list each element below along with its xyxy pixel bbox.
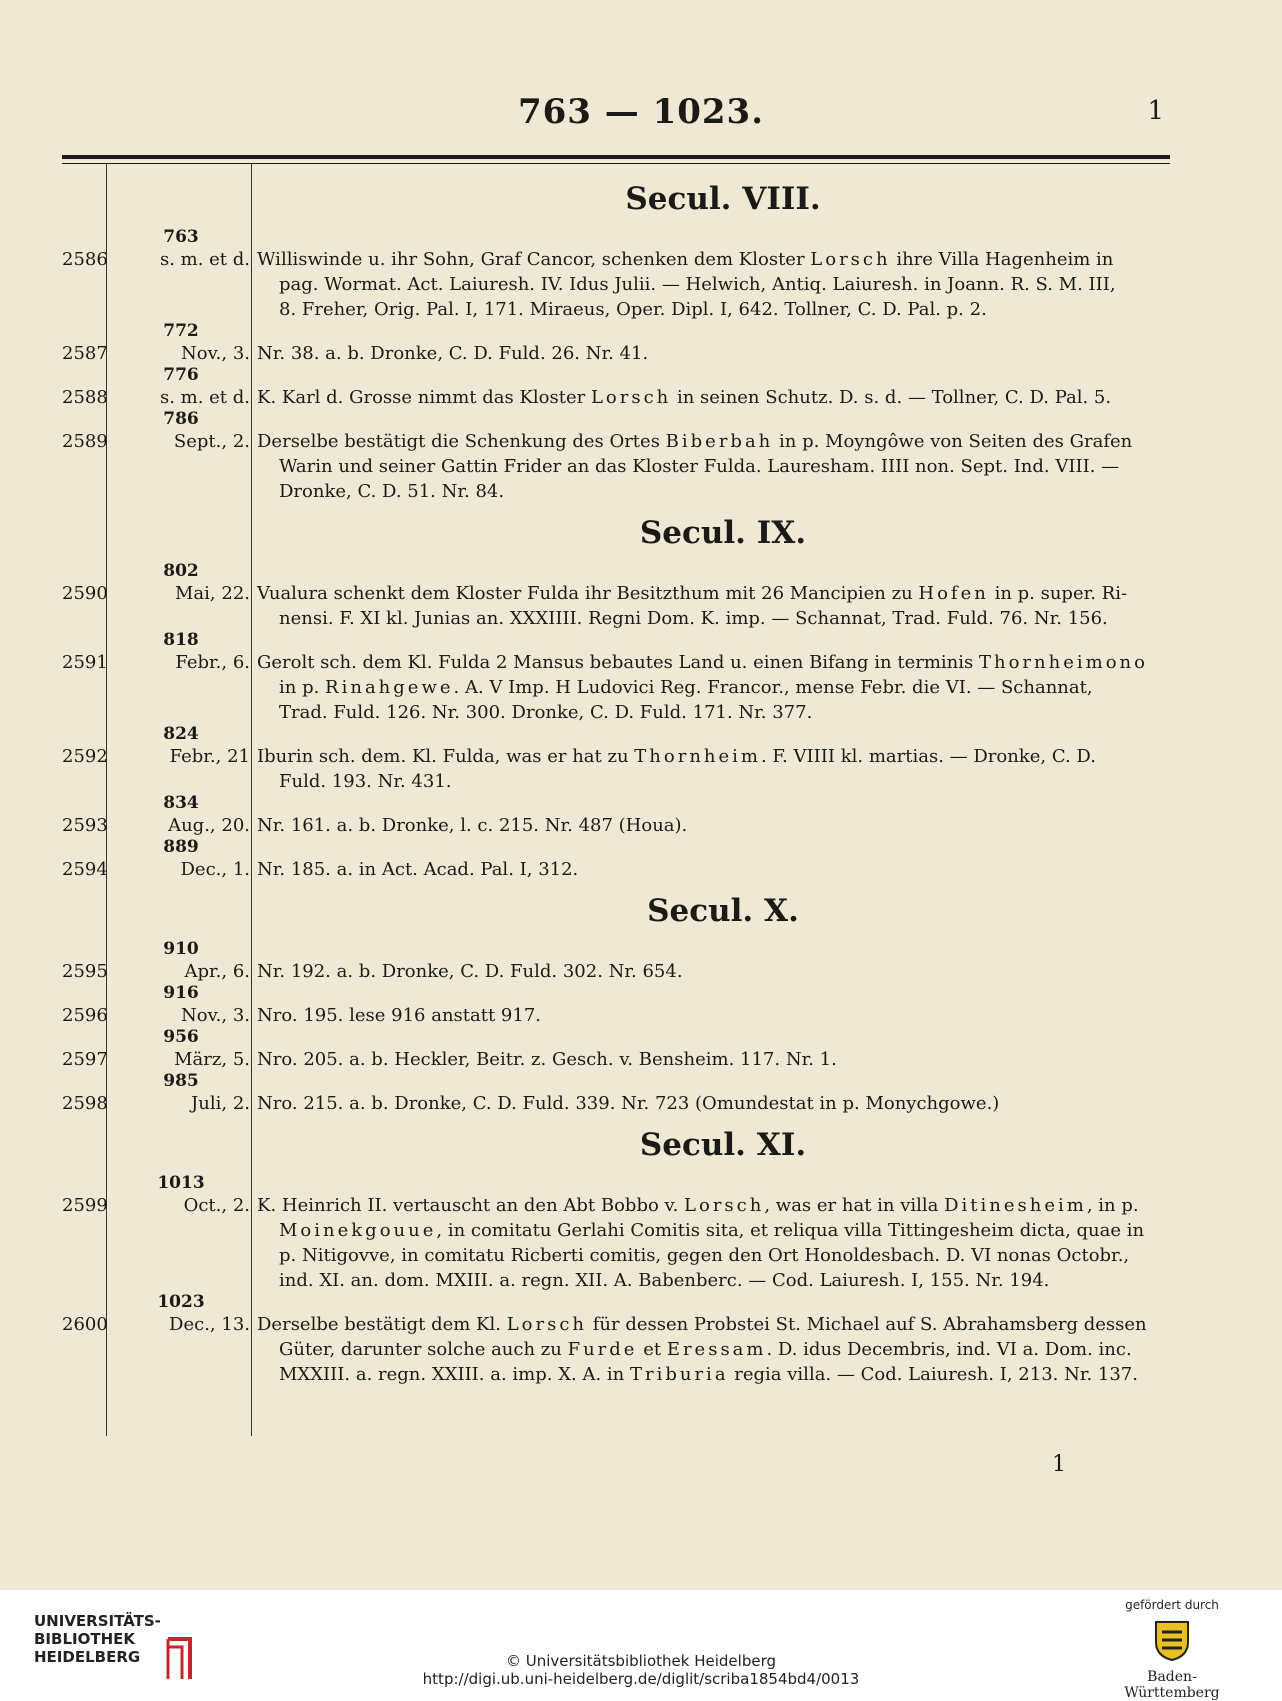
entry-text [254, 1003, 1170, 1028]
entry-text [254, 341, 1170, 366]
entry-text [254, 581, 1170, 631]
entry-date: s. m. et d. [159, 387, 250, 408]
entry-text [254, 429, 1170, 504]
register-entry [62, 247, 1174, 322]
year-heading: 763 [163, 227, 199, 247]
coat-of-arms-icon [1152, 1618, 1192, 1662]
entry-text [254, 650, 1170, 725]
year-heading: 889 [163, 837, 199, 857]
register-entry [62, 1312, 1174, 1387]
register-entry [62, 385, 1174, 410]
entry-number: 2597 [62, 1049, 108, 1070]
entry-number: 2589 [62, 431, 108, 452]
entry-text [254, 1312, 1170, 1387]
entry-date: Mai, 22. [175, 583, 250, 604]
entry-number: 2591 [62, 652, 108, 673]
entry-number: 2596 [62, 1005, 108, 1026]
entry-text [254, 1193, 1170, 1293]
entry-number: 2593 [62, 815, 108, 836]
entry-line: p. Nitigovve, in comitatu Ricberti comitis, gegen den Ort Honoldesbach. D. VI nonas Octobr., [279, 1245, 1130, 1266]
register-entry [62, 341, 1174, 366]
register-entry [62, 857, 1174, 882]
entry-text [254, 813, 1170, 838]
register-entry [62, 744, 1174, 794]
entry-line: Trad. Fuld. 126. Nr. 300. Dronke, C. D. Fuld. 171. Nr. 377. [279, 702, 813, 723]
header-rule [62, 155, 1170, 159]
register-entry [62, 1193, 1174, 1293]
entry-number: 2590 [62, 583, 108, 604]
entry-line: K. Karl d. Grosse nimmt das Kloster Lorsch in seinen Schutz. D. s. d. — Tollner, C. D. Pal. 5. [257, 387, 1112, 408]
page-header-number: 1 [1147, 96, 1164, 126]
entry-line: MXXIII. a. regn. XXIII. a. imp. X. A. in Triburia regia villa. — Cod. Laiuresh. I, 213. Nr. 137. [279, 1364, 1138, 1385]
entry-line: Iburin sch. dem. Kl. Fulda, was er hat zu Thornheim. F. VIIII kl. martias. — Dronke, C. D. [257, 746, 1096, 767]
entry-number: 2592 [62, 746, 108, 767]
register-entry [62, 650, 1174, 725]
entry-line: Fuld. 193. Nr. 431. [279, 771, 452, 792]
copyright-block [0, 1652, 1282, 1688]
entry-line: nensi. F. XI kl. Junias an. XXXIIII. Regni Dom. K. imp. — Schannat, Trad. Fuld. 76. Nr. 156. [279, 608, 1108, 629]
library-logo-line: BIBLIOTHEK [34, 1630, 135, 1648]
entry-number: 2586 [62, 249, 108, 270]
entry-line: Nro. 195. lese 916 anstatt 917. [257, 1005, 542, 1026]
entry-line: Güter, darunter solche auch zu Furde et Eressam. D. idus Decembris, ind. VI a. Dom. inc. [279, 1339, 1132, 1360]
year-heading: 910 [163, 939, 199, 959]
entry-date: März, 5. [174, 1049, 250, 1070]
entry-line: 8. Freher, Orig. Pal. I, 171. Miraeus, Oper. Dipl. I, 642. Tollner, C. D. Pal. p. 2. [279, 299, 987, 320]
header-rule-thin [62, 163, 1170, 164]
entry-text [254, 1047, 1170, 1072]
sponsor-name: Baden-Württemberg [1124, 1669, 1220, 1701]
entry-text [254, 857, 1170, 882]
entry-line: Nr. 192. a. b. Dronke, C. D. Fuld. 302. Nr. 654. [257, 961, 683, 982]
entry-number: 2600 [62, 1314, 108, 1335]
register-entries [62, 170, 1174, 1387]
entry-text [254, 247, 1170, 322]
entry-line: Nr. 185. a. in Act. Acad. Pal. I, 312. [257, 859, 579, 880]
year-heading: 916 [163, 983, 199, 1003]
register-entry [62, 1047, 1174, 1072]
entry-date: s. m. et d. [159, 249, 250, 270]
entry-line: Vualura schenkt dem Kloster Fulda ihr Besitzthum mit 26 Mancipien zu Hofen in p. super. Ri- [257, 583, 1128, 604]
year-heading: 818 [163, 630, 199, 650]
library-logo-line: HEIDELBERG [34, 1648, 141, 1666]
entry-number: 2594 [62, 859, 108, 880]
entry-line: Nro. 215. a. b. Dronke, C. D. Fuld. 339. Nr. 723 (Omundestat in p. Monychgowe.) [257, 1093, 1000, 1114]
entry-date: Aug., 20. [168, 815, 250, 836]
entry-date: Febr., 21 [169, 746, 250, 767]
year-heading: 1023 [157, 1292, 205, 1312]
entry-line: K. Heinrich II. vertauscht an den Abt Bobbo v. Lorsch, was er hat in villa Ditinesheim, in p. [257, 1195, 1139, 1216]
year-heading: 802 [163, 561, 199, 581]
entry-date: Dec., 1. [180, 859, 250, 880]
sponsor-block [1102, 1598, 1242, 1701]
register-entry [62, 1091, 1174, 1116]
entry-date: Sept., 2. [173, 431, 250, 452]
year-heading: 824 [163, 724, 199, 744]
permalink[interactable]: http://digi.ub.uni-heidelberg.de/diglit/scriba1854bd4/0013 [422, 1670, 860, 1688]
entry-text [254, 744, 1170, 794]
entry-number: 2599 [62, 1195, 108, 1216]
register-entry [62, 1003, 1174, 1028]
entry-line: Derselbe bestätigt die Schenkung des Ortes Biberbah in p. Moyngôwe von Seiten des Grafen [257, 431, 1133, 452]
entry-line: Warin und seiner Gattin Frider an das Kloster Fulda. Lauresham. IIII non. Sept. Ind. VIII. — [279, 456, 1120, 477]
section-title: Secul. IX. [639, 515, 807, 551]
entry-line: Nr. 38. a. b. Dronke, C. D. Fuld. 26. Nr. 41. [257, 343, 649, 364]
entry-line: Dronke, C. D. 51. Nr. 84. [279, 481, 505, 502]
entry-line: Moinekgouue, in comitatu Gerlahi Comitis sita, et reliqua villa Tittingesheim dicta, quae in [279, 1220, 1145, 1241]
entry-date: Dec., 13. [169, 1314, 250, 1335]
year-heading: 834 [163, 793, 199, 813]
entry-line: Gerolt sch. dem Kl. Fulda 2 Mansus bebautes Land u. einen Bifang in terminis Thornheimono [257, 652, 1148, 673]
entry-date: Oct., 2. [183, 1195, 250, 1216]
copyright-text: © Universitätsbibliothek Heidelberg [505, 1652, 776, 1670]
year-heading: 772 [163, 321, 199, 341]
entry-line: Derselbe bestätigt dem Kl. Lorsch für dessen Probstei St. Michael auf S. Abrahamsberg dessen [257, 1314, 1147, 1335]
year-heading: 956 [163, 1027, 199, 1047]
entry-number: 2598 [62, 1093, 108, 1114]
entry-text [254, 385, 1170, 410]
register-entry [62, 581, 1174, 631]
year-heading: 985 [163, 1071, 199, 1091]
entry-line: Nr. 161. a. b. Dronke, l. c. 215. Nr. 487 (Houa). [257, 815, 688, 836]
library-logo-line: UNIVERSITÄTS- [34, 1612, 161, 1630]
register-entry [62, 959, 1174, 984]
section-title: Secul. VIII. [625, 181, 821, 217]
page-footer-number: 1 [1052, 1452, 1066, 1477]
entry-number: 2588 [62, 387, 108, 408]
year-heading: 786 [163, 409, 199, 429]
entry-text [254, 1091, 1170, 1116]
entry-date: Nov., 3. [181, 1005, 250, 1026]
entry-date: Juli, 2. [191, 1093, 250, 1114]
entry-line: in p. Rinahgewe. A. V Imp. H Ludovici Reg. Francor., mense Febr. die VI. — Schannat, [279, 677, 1093, 698]
entry-number: 2595 [62, 961, 108, 982]
register-entry [62, 429, 1174, 504]
page-header-title: 763 — 1023. [517, 92, 765, 132]
section-title: Secul. X. [647, 893, 799, 929]
entry-text [254, 959, 1170, 984]
year-heading: 1013 [157, 1173, 205, 1193]
entry-number: 2587 [62, 343, 108, 364]
section-title: Secul. XI. [639, 1127, 807, 1163]
entry-date: Febr., 6. [175, 652, 250, 673]
entry-line: Nro. 205. a. b. Heckler, Beitr. z. Gesch. v. Bensheim. 117. Nr. 1. [257, 1049, 837, 1070]
entry-date: Nov., 3. [181, 343, 250, 364]
entry-line: ind. XI. an. dom. MXIII. a. regn. XII. A. Babenberc. — Cod. Laiuresh. I, 155. Nr. 194. [279, 1270, 1050, 1291]
sponsor-label: gefördert durch [1125, 1598, 1219, 1612]
entry-line: pag. Wormat. Act. Laiuresh. IV. Idus Julii. — Helwich, Antiq. Laiuresh. in Joann. R. S. M. III, [279, 274, 1116, 295]
register-entry [62, 813, 1174, 838]
entry-date: Apr., 6. [184, 961, 250, 982]
year-heading: 776 [163, 365, 199, 385]
entry-line: Williswinde u. ihr Sohn, Graf Cancor, schenken dem Kloster Lorsch ihre Villa Hagenheim in [257, 249, 1114, 270]
viewer-footer [0, 1590, 1282, 1701]
